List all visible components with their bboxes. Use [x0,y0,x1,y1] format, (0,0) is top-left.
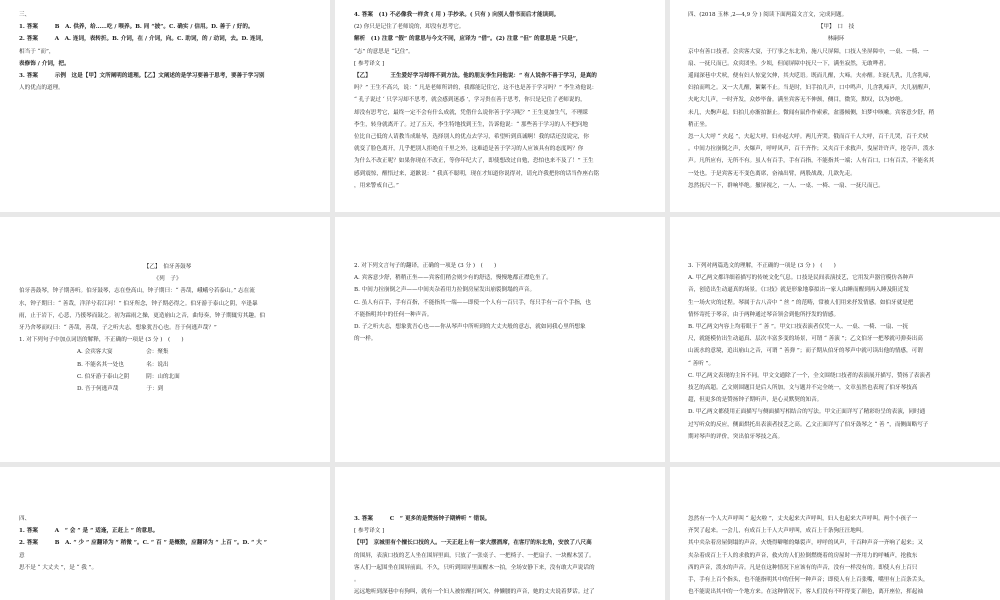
text-line: 也不能说出其中的一个地方来。在这种情况下，客人们没有不吓得变了颜色，离开座位，挥起袖 [688,589,923,596]
text-line: B. 甲乙两文内容上均着眼于 “ 善 ”。甲文口技表演者仅凭一人、一桌、一椅、一扇、一抚 [688,324,909,331]
text-line: 却没有思考它，最终一定不会有什么成就，凭借什么说你善于学习呢？” 王生更加生气，不理睬 [354,109,588,116]
text-line: 手，手有上百个指头，也不能指明其中的任何一种声音；即使人有上百张嘴，嘴里有上百条舌头， [688,577,929,584]
page-panel-4[interactable] [0,217,330,462]
text-line: 情怀寄托于琴音，由于两种通过琴音领会到他所抒发的情感。 [688,311,840,318]
text-line: 客人们一起围坐在围屏前面。不久，只听到围屏里面醒木一拍，全场安静下来，没有敢大声说话的 [354,564,595,571]
text-line: 期对琴声的评价，突出伯牙琴技之高。 [688,433,784,440]
text-line: 扇、一抚尺而已。众宾团坐。少顷，但闻屏障中抚尺一下，满坐寂然，无敢哗者。 [688,60,890,67]
text-line: 1. 答案 B A. 供养，给……吃 / 喂养。B. 同 “披”。C. 确实 / 信用。D. 善于 / 好的。 [19,24,254,31]
text-line: 李生，转身就离开了。过了五天，李生特地找到王生，告诉他说：“ 那些善于学习的人不把问地 [354,121,588,128]
text-line: B. 不能名其一处也 名：说出 [77,361,169,368]
text-line: 京中有善口技者。会宾客大宴，于厅事之东北角，施八尺屏障，口技人坐屏障中，一桌、一椅、一 [688,48,929,55]
text-line: A. 会宾客大宴 会：聚集 [77,349,169,356]
text-line: [ 参考译文 ] [354,60,385,67]
text-line: [ 参考译文 ] [354,528,385,535]
page-panel-8[interactable] [335,467,665,600]
text-line: 位比自己低的人请教当成耻辱，选择别人的优点去学习，希望听到真诚啊！我的话还没说完，你 [354,134,589,141]
text-line: 一处也。于是宾客无不变色离席，奋袖出臂，两股战战，几欲先走。 [688,170,856,177]
text-line: 的一样。 [354,336,377,343]
text-line: 稍正坐。 [688,121,711,128]
text-line: “志” 的意思是 “记住”。 [354,48,414,55]
text-line: 遥闻深巷中犬吠，便有妇人惊觉欠伸，其夫呓语。既而儿醒，大啼。夫亦醒。妇抚儿乳，儿含乳啼， [688,73,935,80]
text-line: 人的优点的道理。 [19,85,64,92]
text-line: ，用来警戒自己。” [354,182,399,189]
text-line: 3. 答案 示例 这是【甲】文所阐明的道理。【乙】文阐述的是学习要善于思考，要善于学习别 [19,73,265,80]
text-line: 山流水的意境，追出崩山之音，可谓 “ 善弹 ”；而子期从伯牙的琴声中就可读出他的情感，可谓 [688,348,923,355]
text-line: 夫叱大儿声，一时齐发，众妙毕备。满坐宾客无不伸颈，侧目，微笑，默叹，以为妙绝。 [688,97,907,104]
text-line: D. 甲乙两文都使用正面描写与侧面描写相结合的写法。甲文正面详写了精彩纷呈的表演，同时通 [688,409,926,416]
text-line: A. 宾客意少舒，稍稍正坐——宾客们稍会则少有的舒适，慢慢地都正襟危坐了。 [354,275,552,282]
page-panel-7[interactable] [0,467,330,600]
text-line: 。 [354,577,360,584]
text-line: 水，钟子期曰：“ 善哉，洋洋兮若江河！” 伯牙所念，钟子期必得之。伯牙游于泰山之阴，卒逢暴 [19,300,258,307]
text-line: 解析 (1) 注意 “假” 的意思与今文不同，应译为 “借”。(2) 注意 “但” 的意思是 “只是”， [354,36,582,43]
text-line: 2. 答案 A A. 连词，表转折。B. 介词，在 / 介词，向。C. 助词，的 / 动词，去。D. 连词， [19,36,267,43]
text-line: 为什么不改正呢？如果你现在不改正，等你年纪大了，即使想改过自勉，恐怕也来不及了！” 王生 [354,158,594,165]
text-line: 牙乃舍琴而叹曰：“ 善哉，善哉，子之听夫志，想象犹吾心也。吾于何逃声哉？” [19,325,217,332]
text-line: 音，创造出生动逼真的场景。《口技》就是形象地摹拟出一家人由睡而醒到再入睡及阻近发 [688,287,909,294]
text-line: 【甲】 京城里有个擅长口技的人。一天正赶上有一家大摆酒席，在客厅的东北角，安放了八尺高 [354,540,592,547]
page-panel-9[interactable] [670,467,1000,600]
text-line: 伯牙善鼓琴，钟子期善听。伯牙鼓琴，志在登高山，钟子期曰：“ 善哉，峨峨兮若泰山。” 志在流 [19,288,255,295]
text-line: 不能指明其中的任何一种声音。 [354,311,433,318]
text-line: 忽然抚尺一下，群响毕绝。撤屏视之，一人、一桌、一椅、一扇、一抚尺而已。 [688,182,884,189]
text-line: B. 中间力拉崩倒之声——中间夹杂着用力拉倒房屋发出崩裂倒塌的声音。 [354,287,536,294]
text-line: 齐哭了起来。一会儿，有成百上千人大声呼叫，成百上千条狗汪汪地叫。 [688,528,868,535]
page-panel-6[interactable] [670,217,1000,462]
text-line: A. 甲乙两文都详细着描写的传统文化气息。口技是民间表演技艺，它用发声器官模仿各种声 [688,275,914,282]
text-line: 吗？” 王生不高兴，说：“ 凡是老师所讲的，我都能记住它，这不也是善于学习吗？” 李生劝他说： [354,85,598,92]
text-line: 【乙】 王生爱好学习却得不到方法。他的朋友李生问他说：“ 有人说你不善于学习，是真的 [354,73,597,80]
text-line: 1. 对下列句子中加点词语的解释，不正确的一项是 (3 分 ) ( ) [19,337,184,344]
text-line: 其中夹杂着房屋倒塌的声音，火烧得噼啪的爆裂声，呼呼的风声，千百种声音一齐响了起来；又 [688,540,923,547]
text-line: (2) 你只是记住了老师说的，却没有思考它。 [354,24,465,31]
text-line: C. 甲乙两文表现的主旨不同。甲文文通除了一个，全文围绕口技者的表演展开描写，赞扬了表演者 [688,372,931,379]
text-line: 林嗣环 [827,36,845,43]
page-panel-3[interactable] [670,0,1000,212]
text-line: 远远地听到深巷中有狗叫，就有一个妇人被惊醒打呵欠，伸懒腰的声音，她的丈夫说着梦话。过了 [354,589,595,596]
text-line: 雨，止于岩下，心悲，乃援琴而鼓之。初为霖雨之操，更造崩山之音，曲每奏，钟子期辄穷其趣。伯 [19,312,266,319]
text-line: 四、 [19,516,31,522]
text-line: 3. 答案 C “ 更多的是赞扬钟子期辨听 ” 错误。 [354,516,491,522]
text-line: 2. 对下列文言句子的翻译，正确的一项是 (3 分 ) ( ) [354,263,497,269]
text-line: 【甲】 口 技 [817,24,855,31]
text-line: D. 子之听夫志，想象犹吾心也——你从琴声中所听到的大丈夫般的意志，就如同我心里所想象 [354,324,586,331]
text-line: 4. 答案 (1) 不必像我一样贪 ( 用 ) 手抄录。( 只有 ) 向别人借书而后才能读到。 [354,12,560,18]
text-line: C. 虽人有百手，手有百指，不能指其一端——即使一个人有一百只手，每只手有一百个手指，也 [354,299,591,306]
text-line: D. 吾于何逃声哉 于：到 [77,386,164,393]
text-line: 。中间力拉崩倒之声，火爆声，呼呼风声，百千齐作；又夹百千求救声，曳屋许许声，抢夺声，泼水 [688,146,935,153]
text-line: 3. 下列对两篇选文的理解，不正确的一项是 (3 分 ) ( ) [688,263,836,269]
page-panel-1[interactable] [0,0,330,212]
text-line: 尺，就能模仿出生动逼真、层次丰富多变的场景，可谓 “ 善演 ”；乙文伯牙一把琴就可弹奏出高 [688,336,923,343]
text-line: 感到震惊，醒悟过来，道歉说：“ 我真不聪明，现在才知道你说得对，请允许我把你的话当作座右铭 [354,170,600,177]
text-line: 超，但更多的是赞扬钟子期听声，是心灵默契的知音。 [688,397,823,404]
text-line: “ 孔子说过 ‘ 只学习却不思考，就会感到迷惑 ’，学习贵在善于思考，你只是记住了老师说的， [354,97,586,104]
text-line: 忽然有一个人大声呼叫 “ 起火啦 ”，丈夫起来大声呼叫，妇人也起来大声呼叫。两个小孩子一 [688,516,918,522]
text-line: 四、(2018 玉林 ,2—4,9 分 ) 阅读下面两篇文言文，完成问题。 [688,12,848,18]
text-line: 声。凡所应有，无所不有。虽人有百手，手有百指，不能指其一端；人有百口，口有百舌，不能名其 [688,158,935,165]
text-line: 思不是 “ 大丈夫 ”，是 “ 我 ”。 [19,564,98,571]
text-line: 的围屏，表演口技的艺人坐在围屏里面，只放了一张桌子、一把椅子、一把扇子、一块醒木罢了。 [354,552,595,559]
text-line: 2. 答案 B A. “ 少 ” 应翻译为 “ 稍微 ”。C. “ 百 ” 是概数，应翻译为 “ 上百 ”。D. “ 大 ” [19,540,268,547]
text-line: 三、 [19,12,31,18]
text-line: 过写听众的反应，侧面烘托出表演者技艺之高。乙文正面详写了伯牙鼓琴之 “ 善 ”，而侧面略写子 [688,421,929,428]
text-line: “ 善听 ”。 [688,360,715,367]
text-line: 1. 答案 A “ 会 ” 是 “ 适逢，正赶上 ” 的意思。 [19,528,159,535]
text-line: C. 伯牙游于泰山之阴 阴：山的北面 [77,373,180,380]
text-line: 忽一人大呼 “ 火起 ”，夫起大呼，妇亦起大呼。两儿齐哭。俄而百千人大呼，百千儿哭，百千犬吠 [688,134,929,141]
text-line: 未几，夫齁声起，妇拍儿亦渐拍渐止。微闻有鼠作作索索，盆器倾侧，妇梦中咳嗽。宾客意少舒，稍 [688,109,935,116]
text-line: 技艺的高超。乙文则围题目是后人所加，文与题并不完全统一，文章虽然也表现了伯牙琴技高 [688,385,918,392]
page-panel-5[interactable] [335,217,665,462]
text-line: 《列 子》 [153,276,182,283]
text-line: 表修饰 / 介词，把。 [19,60,70,67]
page-panel-2[interactable] [335,0,665,212]
text-line: 夹杂着成百上千人的求救的声音，救火的人们拉倒燃烧着的房屋时一齐用力的呼喊声，抢救东 [688,552,918,559]
text-line: 就变了脸色离开，几乎把别人拒绝在千里之外，这难道是善于学习的人应该具有的态度吗？你 [354,146,584,153]
text-line: 西的声音，泼水的声音。凡是在这种情况下应该有的声音，没有一样没有的。即使人有上百只 [688,564,918,571]
text-line: 【乙】 伯牙善鼓琴 [143,264,192,270]
text-line: 妇拍而鸣之。又一大儿醒，絮絮不止。当是时，妇手拍儿声，口中鸣声，儿含乳啼声，大儿初醒声， [688,85,935,92]
text-line: 相当于 “而”， [19,48,55,55]
text-line: 意 [19,552,25,559]
text-line: 生一场火灾的过程。琴属于古八音中 “ 丝 ” 的范畴，常被人们用来抒发情感。如伯牙就是把 [688,299,914,306]
